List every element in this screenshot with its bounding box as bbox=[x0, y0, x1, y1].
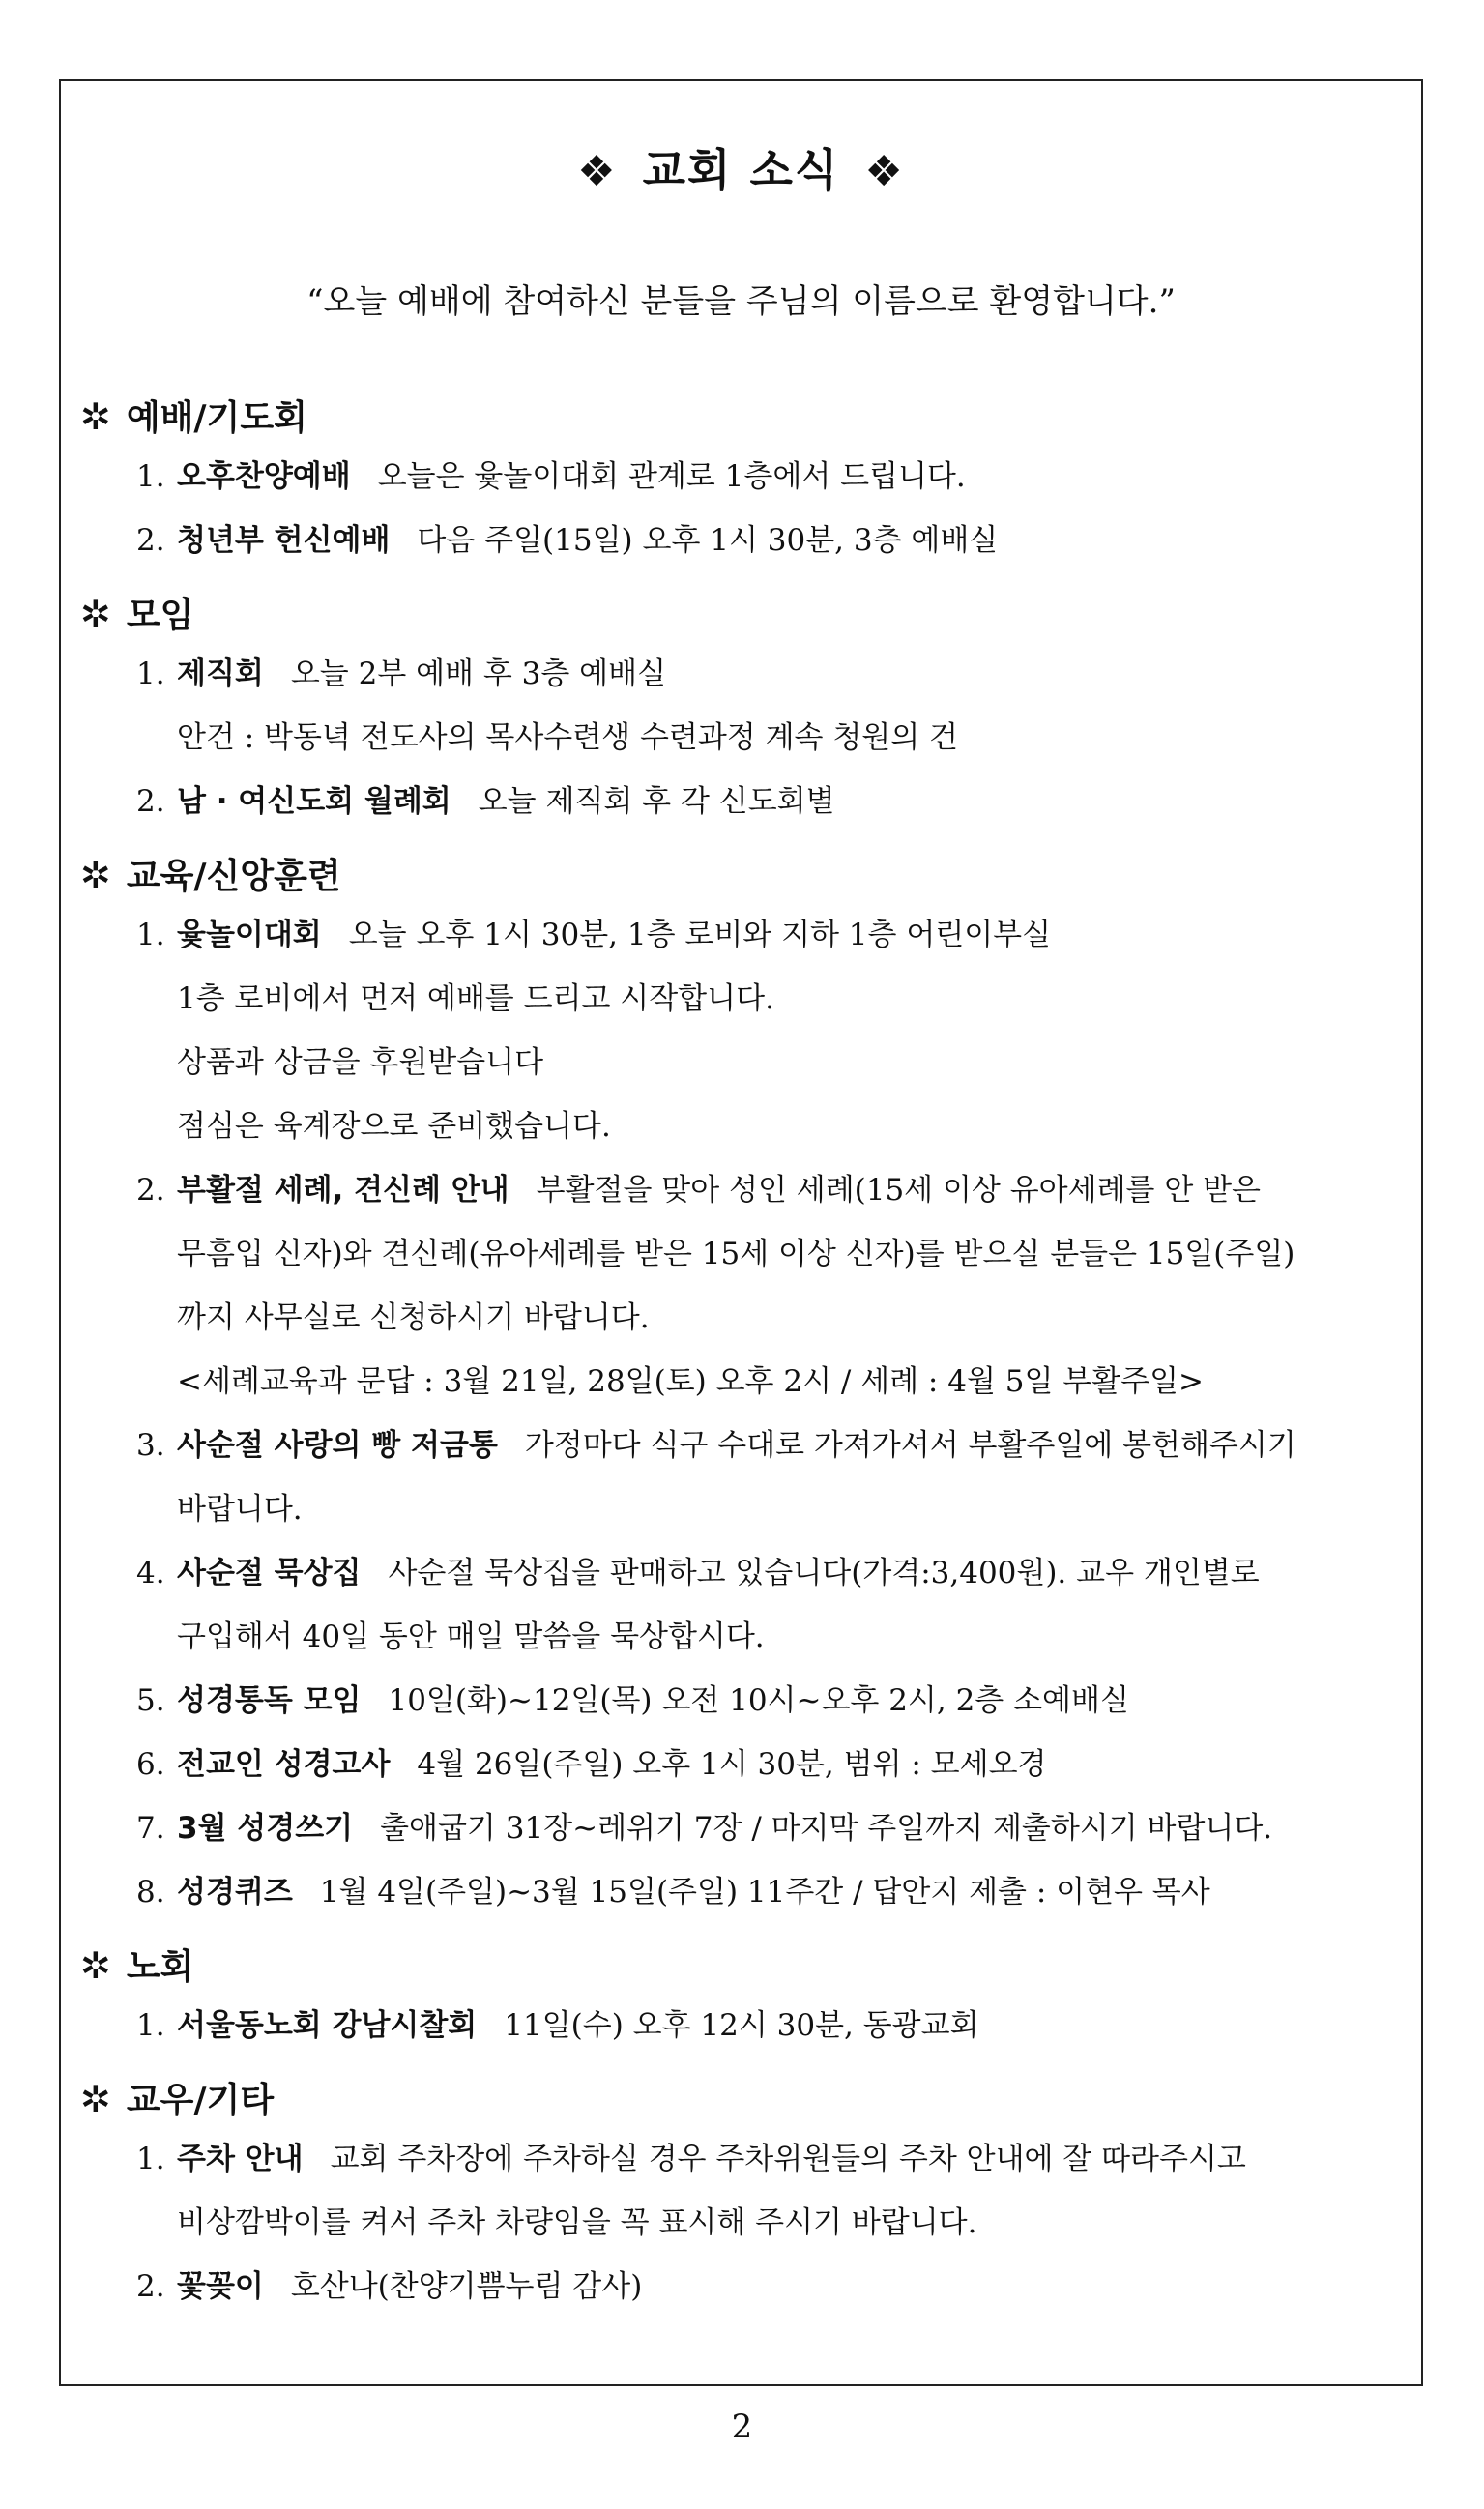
item-text: 사순절 묵상집을 판매하고 있습니다(가격:3,400원). 교우 개인별로 bbox=[388, 1556, 1260, 1590]
diamond-ornament-icon: ❖ bbox=[577, 147, 618, 196]
section-heading-presbytery: ✲ 노회 bbox=[80, 1944, 194, 1987]
list-item: 5. 성경통독 모임 10일(화)~12일(목) 오전 10시~오후 2시, 2층 소예배실 bbox=[136, 1683, 1129, 1718]
section-heading-others: ✲ 교우/기타 bbox=[80, 2078, 275, 2120]
list-item: 2. 청년부 헌신예배 다음 주일(15일) 오후 1시 30분, 3층 예배실 bbox=[136, 523, 999, 558]
list-item: 4. 사순절 묵상집 사순절 묵상집을 판매하고 있습니다(가격:3,400원). 교우 개인별로 bbox=[136, 1556, 1260, 1590]
item-text: 1월 4일(주일)~3월 15일(주일) 11주간 / 답안지 제출 : 이현우 목사 bbox=[319, 1875, 1210, 1910]
item-continuation: <세례교육과 문답 : 3월 21일, 28일(토) 오후 2시 / 세례 : 4월 5일 부활주일> bbox=[177, 1364, 1205, 1399]
asterisk-bullet-icon: ✲ bbox=[80, 1944, 111, 1987]
list-item: 1. 제직회 오늘 2부 예배 후 3층 예배실 bbox=[136, 656, 667, 691]
item-continuation: 바랍니다. bbox=[177, 1492, 303, 1527]
page-number: 2 bbox=[731, 2407, 753, 2446]
item-text: 오늘 2부 예배 후 3층 예배실 bbox=[290, 656, 667, 691]
list-item: 2. 남 · 여신도회 월례회 오늘 제직회 후 각 신도회별 bbox=[136, 784, 835, 819]
item-label: 윷놀이대회 bbox=[177, 918, 322, 952]
asterisk-bullet-icon: ✲ bbox=[80, 2078, 111, 2120]
page-title-text: 교회 소식 bbox=[642, 144, 840, 196]
item-continuation: 비상깜박이를 켜서 주차 차량임을 꼭 표시해 주시기 바랍니다. bbox=[177, 2205, 977, 2240]
asterisk-bullet-icon: ✲ bbox=[80, 593, 111, 635]
item-label: 제직회 bbox=[177, 656, 264, 691]
section-heading-worship: ✲ 예배/기도회 bbox=[80, 395, 307, 438]
item-text: 출애굽기 31장~레위기 7장 / 마지막 주일까지 제출하시기 바랍니다. bbox=[380, 1811, 1273, 1846]
asterisk-bullet-icon: ✲ bbox=[80, 395, 111, 438]
item-label: 오후찬양예배 bbox=[177, 459, 351, 494]
list-item: 2. 부활절 세례, 견신례 안내 부활절을 맞아 성인 세례(15세 이상 유아세례를 안 받은 bbox=[136, 1173, 1262, 1208]
item-text: 오늘 오후 1시 30분, 1층 로비와 지하 1층 어린이부실 bbox=[348, 918, 1052, 952]
list-item: 1. 주차 안내 교회 주차장에 주차하실 경우 주차위원들의 주차 안내에 잘 따라주시고 bbox=[136, 2142, 1246, 2176]
item-label: 성경퀴즈 bbox=[177, 1875, 293, 1910]
list-item: 1. 서울동노회 강남시찰회 11일(수) 오후 12시 30분, 동광교회 bbox=[136, 2008, 979, 2043]
item-continuation: 까지 사무실로 신청하시기 바랍니다. bbox=[177, 1300, 650, 1335]
item-label: 부활절 세례, 견신례 안내 bbox=[177, 1173, 509, 1208]
item-label: 사순절 사랑의 빵 저금통 bbox=[177, 1428, 498, 1463]
item-label: 주차 안내 bbox=[177, 2142, 304, 2176]
item-continuation: 무흠입 신자)와 견신례(유아세례를 받은 15세 이상 신자)를 받으실 분들은 15일(주일) bbox=[177, 1237, 1295, 1271]
welcome-greeting: “오늘 예배에 참여하신 분들을 주님의 이름으로 환영합니다.” bbox=[306, 282, 1176, 321]
item-label: 사순절 묵상집 bbox=[177, 1556, 362, 1590]
item-text: 10일(화)~12일(목) 오전 10시~오후 2시, 2층 소예배실 bbox=[388, 1683, 1129, 1718]
item-continuation: 1층 로비에서 먼저 예배를 드리고 시작합니다. bbox=[177, 981, 774, 1016]
list-item: 2. 꽃꽂이 호산나(찬양기쁨누림 감사) bbox=[136, 2269, 643, 2304]
section-heading-meetings: ✲ 모임 bbox=[80, 593, 194, 635]
item-label: 남 · 여신도회 월례회 bbox=[177, 784, 451, 819]
bulletin-frame bbox=[59, 79, 1423, 2386]
list-item: 8. 성경퀴즈 1월 4일(주일)~3월 15일(주일) 11주간 / 답안지 제출 : 이현우 목사 bbox=[136, 1875, 1210, 1910]
item-text: 부활절을 맞아 성인 세례(15세 이상 유아세례를 안 받은 bbox=[536, 1173, 1262, 1208]
item-text: 가정마다 식구 수대로 가져가셔서 부활주일에 봉헌해주시기 bbox=[524, 1428, 1296, 1463]
item-text: 오늘은 윷놀이대회 관계로 1층에서 드립니다. bbox=[377, 459, 966, 494]
item-continuation: 안건 : 박동녁 전도사의 목사수련생 수련과정 계속 청원의 건 bbox=[177, 720, 958, 755]
item-text: 호산나(찬양기쁨누림 감사) bbox=[290, 2269, 643, 2304]
item-text: 다음 주일(15일) 오후 1시 30분, 3층 예배실 bbox=[417, 523, 999, 558]
item-label: 성경통독 모임 bbox=[177, 1683, 362, 1718]
list-item: 7. 3월 성경쓰기 출애굽기 31장~레위기 7장 / 마지막 주일까지 제출하시기 바랍니다. bbox=[136, 1811, 1273, 1846]
item-label: 청년부 헌신예배 bbox=[177, 523, 391, 558]
section-heading-education: ✲ 교육/신앙훈련 bbox=[80, 854, 341, 896]
item-text: 교회 주차장에 주차하실 경우 주차위원들의 주차 안내에 잘 따라주시고 bbox=[330, 2142, 1246, 2176]
list-item: 3. 사순절 사랑의 빵 저금통 가정마다 식구 수대로 가져가셔서 부활주일에 봉헌해주시기 bbox=[136, 1428, 1296, 1463]
list-item: 1. 오후찬양예배 오늘은 윷놀이대회 관계로 1층에서 드립니다. bbox=[136, 459, 966, 494]
item-text: 4월 26일(주일) 오후 1시 30분, 범위 : 모세오경 bbox=[417, 1747, 1047, 1782]
item-continuation: 점심은 육계장으로 준비했습니다. bbox=[177, 1109, 611, 1144]
item-label: 3월 성경쓰기 bbox=[177, 1811, 354, 1846]
item-text: 11일(수) 오후 12시 30분, 동광교회 bbox=[504, 2008, 979, 2043]
item-continuation: 구입해서 40일 동안 매일 말씀을 묵상합시다. bbox=[177, 1619, 765, 1654]
diamond-ornament-icon: ❖ bbox=[864, 147, 905, 196]
item-label: 전교인 성경고사 bbox=[177, 1747, 391, 1782]
item-text: 오늘 제직회 후 각 신도회별 bbox=[478, 784, 835, 819]
asterisk-bullet-icon: ✲ bbox=[80, 854, 111, 896]
item-continuation: 상품과 상금을 후원받습니다 bbox=[177, 1045, 544, 1080]
page-title bbox=[61, 135, 1421, 199]
list-item: 6. 전교인 성경고사 4월 26일(주일) 오후 1시 30분, 범위 : 모세오경 bbox=[136, 1747, 1047, 1782]
item-label: 서울동노회 강남시찰회 bbox=[177, 2008, 478, 2043]
news-content bbox=[80, 389, 1402, 2319]
list-item: 1. 윷놀이대회 오늘 오후 1시 30분, 1층 로비와 지하 1층 어린이부실 bbox=[136, 918, 1052, 952]
item-label: 꽃꽂이 bbox=[177, 2269, 264, 2304]
